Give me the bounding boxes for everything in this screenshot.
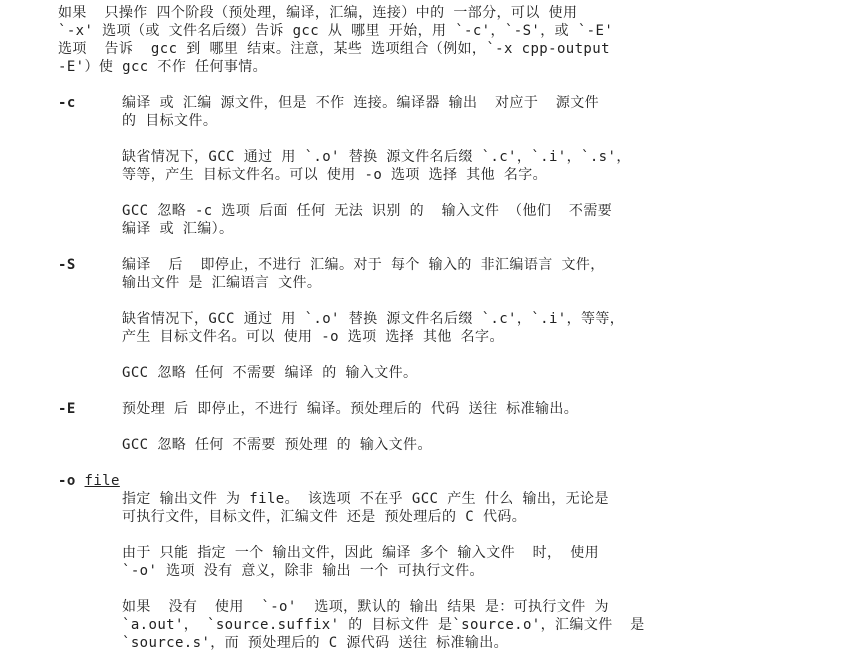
intro-line-4: -E'）使 gcc 不作 任何事情。 xyxy=(58,59,268,75)
option-c-desc-line: 的 目标文件。 xyxy=(122,113,218,129)
option-c-desc-line: 编译 或 汇编）。 xyxy=(122,221,234,237)
option-S-desc-line: 缺省情况下，GCC 通过 用 `.o' 替换 源文件名后缀 `.c'，`.i'，等等， xyxy=(122,311,625,327)
option-o-desc-line: 可执行文件，目标文件，汇编文件 还是 预处理后的 C 代码。 xyxy=(122,509,527,525)
intro-line-3: 选项 告诉 gcc 到 哪里 结束。注意，某些 选项组合（例如，`-x cpp-output xyxy=(58,41,610,57)
option-o-desc-line: 如果 没有 使用 `-o' 选项，默认的 输出 结果 是：可执行文件 为 xyxy=(122,599,609,615)
option-S-desc-line: 输出文件 是 汇编语言 文件。 xyxy=(122,275,322,291)
option-o-desc-line: `source.s'，而 预处理后的 C 源代码 送往 标准输出。 xyxy=(122,635,509,651)
option-S-desc-line: 产生 目标文件名。可以 使用 -o 选项 选择 其他 名字。 xyxy=(122,329,504,345)
option-c-desc-line: 编译 或 汇编 源文件，但是 不作 连接。编译器 输出 对应于 源文件 xyxy=(122,95,600,111)
option-E-desc-line: 预处理 后 即停止，不进行 编译。预处理后的 代码 送往 标准输出。 xyxy=(122,401,579,417)
option-o-heading xyxy=(58,472,120,490)
option-o-arg: file xyxy=(84,473,120,489)
option-c-desc-line: 等等，产生 目标文件名。可以 使用 -o 选项 选择 其他 名字。 xyxy=(122,167,548,183)
option-o-desc-line: 指定 输出文件 为 file。 该选项 不在乎 GCC 产生 什么 输出，无论是 xyxy=(122,491,609,507)
option-c-desc-line: 缺省情况下，GCC 通过 用 `.o' 替换 源文件名后缀 `.c'，`.i'，`.s'， xyxy=(122,149,631,165)
option-c-desc-line: GCC 忽略 -c 选项 后面 任何 无法 识别 的 输入文件 （他们 不需要 xyxy=(122,203,613,219)
intro-line-1: 如果 只操作 四个阶段（预处理，编译，汇编，连接）中的 一部分，可以 使用 xyxy=(58,5,578,21)
option-S-flag: -S xyxy=(58,257,76,273)
option-o-desc-line: `a.out'， `source.suffix' 的 目标文件 是`source.o'，汇编文件 是 xyxy=(122,617,645,633)
option-S-desc-line: GCC 忽略 任何 不需要 编译 的 输入文件。 xyxy=(122,365,418,381)
option-E-flag: -E xyxy=(58,401,76,417)
option-E-desc-line: GCC 忽略 任何 不需要 预处理 的 输入文件。 xyxy=(122,437,432,453)
option-o-flag: -o xyxy=(58,473,76,489)
option-o-desc-line: `-o' 选项 没有 意义，除非 输出 一个 可执行文件。 xyxy=(122,563,484,579)
intro-line-2: `-x' 选项（或 文件名后缀）告诉 gcc 从 哪里 开始，用 `-c'，`-S'，或 `-E' xyxy=(58,23,614,39)
option-S-desc-line: 编译 后 即停止，不进行 汇编。对于 每个 输入的 非汇编语言 文件， xyxy=(122,257,605,273)
option-c-flag: -c xyxy=(58,95,76,111)
option-o-desc-line: 由于 只能 指定 一个 输出文件，因此 编译 多个 输入文件 时， 使用 xyxy=(122,545,600,561)
